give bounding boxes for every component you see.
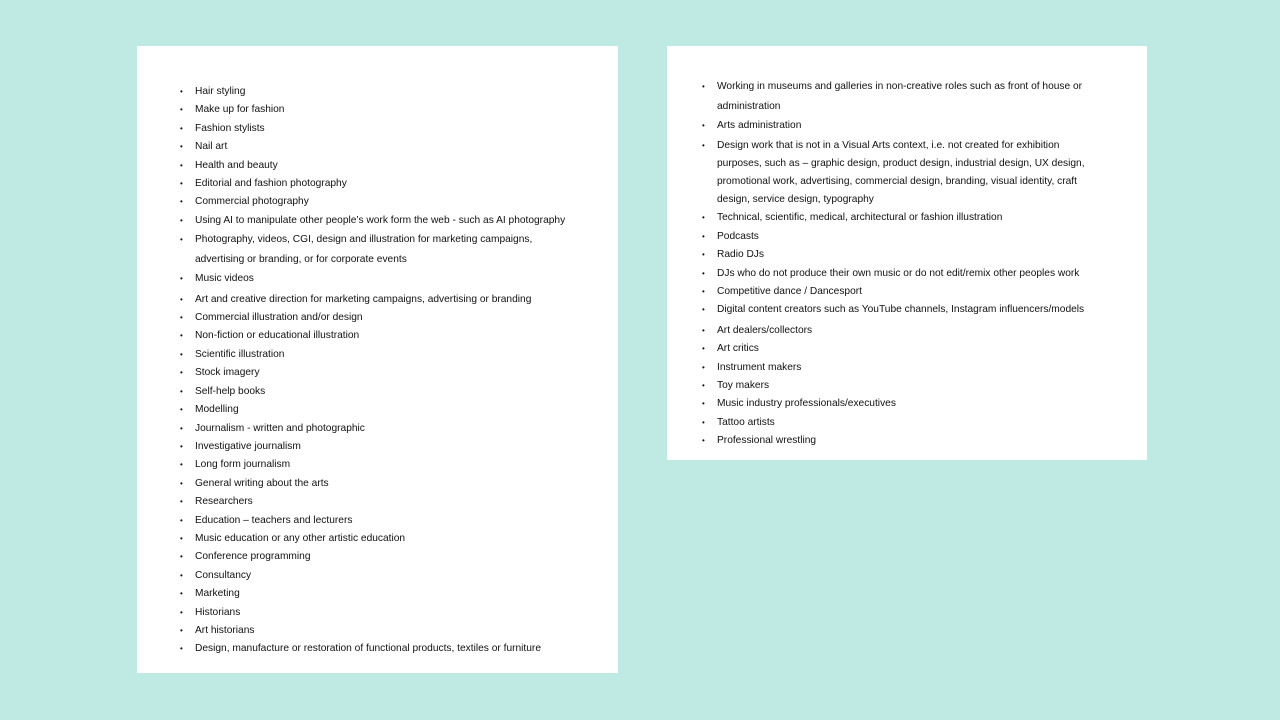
list-item: • Music videos: [195, 270, 618, 288]
list-item: • Radio DJs: [717, 246, 1147, 264]
list-item: • Toy makers: [717, 377, 1147, 395]
list-item: • Nail art: [195, 138, 618, 156]
list-item: • Technical, scientific, medical, architectural or fashion illustration: [717, 209, 1147, 227]
list-item: • Music education or any other artistic education: [195, 530, 618, 548]
list-item: • Podcasts: [717, 228, 1147, 246]
list-item: • Music industry professionals/executives: [717, 395, 1147, 413]
list-item: • Consultancy: [195, 567, 618, 585]
list-item: • Art dealers/collectors: [717, 322, 1147, 340]
list-item: • DJs who do not produce their own music or do not edit/remix other peoples work: [717, 265, 1147, 283]
list-item: • Working in museums and galleries in non-creative roles such as front of house or administration: [717, 77, 1089, 117]
right-bullet-list: [717, 77, 1147, 451]
list-item: • Historians: [195, 604, 618, 622]
list-item: • Design work that is not in a Visual Arts context, i.e. not created for exhibition purposes, such as – graphic design, product design, industrial design, UX design, promotional work, advertising, commercial design, branding, visual identity, craft design, service design, typography: [717, 137, 1089, 209]
list-item: • Non-fiction or educational illustration: [195, 327, 618, 345]
list-item: • Instrument makers: [717, 359, 1147, 377]
right-document-page: [667, 46, 1147, 460]
list-item: • Editorial and fashion photography: [195, 175, 618, 193]
list-item: • Self-help books: [195, 383, 618, 401]
list-item: • Education – teachers and lecturers: [195, 512, 618, 530]
list-item: • Researchers: [195, 493, 618, 511]
list-item: • Long form journalism: [195, 456, 618, 474]
list-item: • Art critics: [717, 340, 1147, 358]
list-item: • Arts administration: [717, 117, 1147, 135]
list-item: • Health and beauty: [195, 157, 618, 175]
list-item: • General writing about the arts: [195, 475, 618, 493]
list-item: • Design, manufacture or restoration of functional products, textiles or furniture: [195, 640, 618, 658]
list-item: • Investigative journalism: [195, 438, 618, 456]
list-item: • Competitive dance / Dancesport: [717, 283, 1147, 301]
list-item: • Scientific illustration: [195, 346, 618, 364]
list-item: • Professional wrestling: [717, 432, 1147, 450]
list-item: • Photography, videos, CGI, design and illustration for marketing campaigns, advertising or branding, or for corporate events: [195, 230, 565, 270]
list-item: • Commercial illustration and/or design: [195, 309, 618, 327]
list-item: • Art and creative direction for marketing campaigns, advertising or branding: [195, 291, 618, 309]
list-item: • Modelling: [195, 401, 618, 419]
list-item: • Journalism - written and photographic: [195, 420, 618, 438]
list-item: • Conference programming: [195, 548, 618, 566]
list-item: • Digital content creators such as YouTube channels, Instagram influencers/models: [717, 301, 1147, 319]
list-item: • Tattoo artists: [717, 414, 1147, 432]
list-item: • Commercial photography: [195, 193, 618, 211]
list-item: • Marketing: [195, 585, 618, 603]
list-item: • Art historians: [195, 622, 618, 640]
list-item: • Stock imagery: [195, 364, 618, 382]
list-item: • Make up for fashion: [195, 101, 618, 119]
list-item: • Hair styling: [195, 83, 618, 101]
list-item: • Using AI to manipulate other people’s work form the web - such as AI photography: [195, 212, 618, 230]
list-item: • Fashion stylists: [195, 120, 618, 138]
left-bullet-list: [195, 83, 618, 659]
left-document-page: [137, 46, 618, 673]
